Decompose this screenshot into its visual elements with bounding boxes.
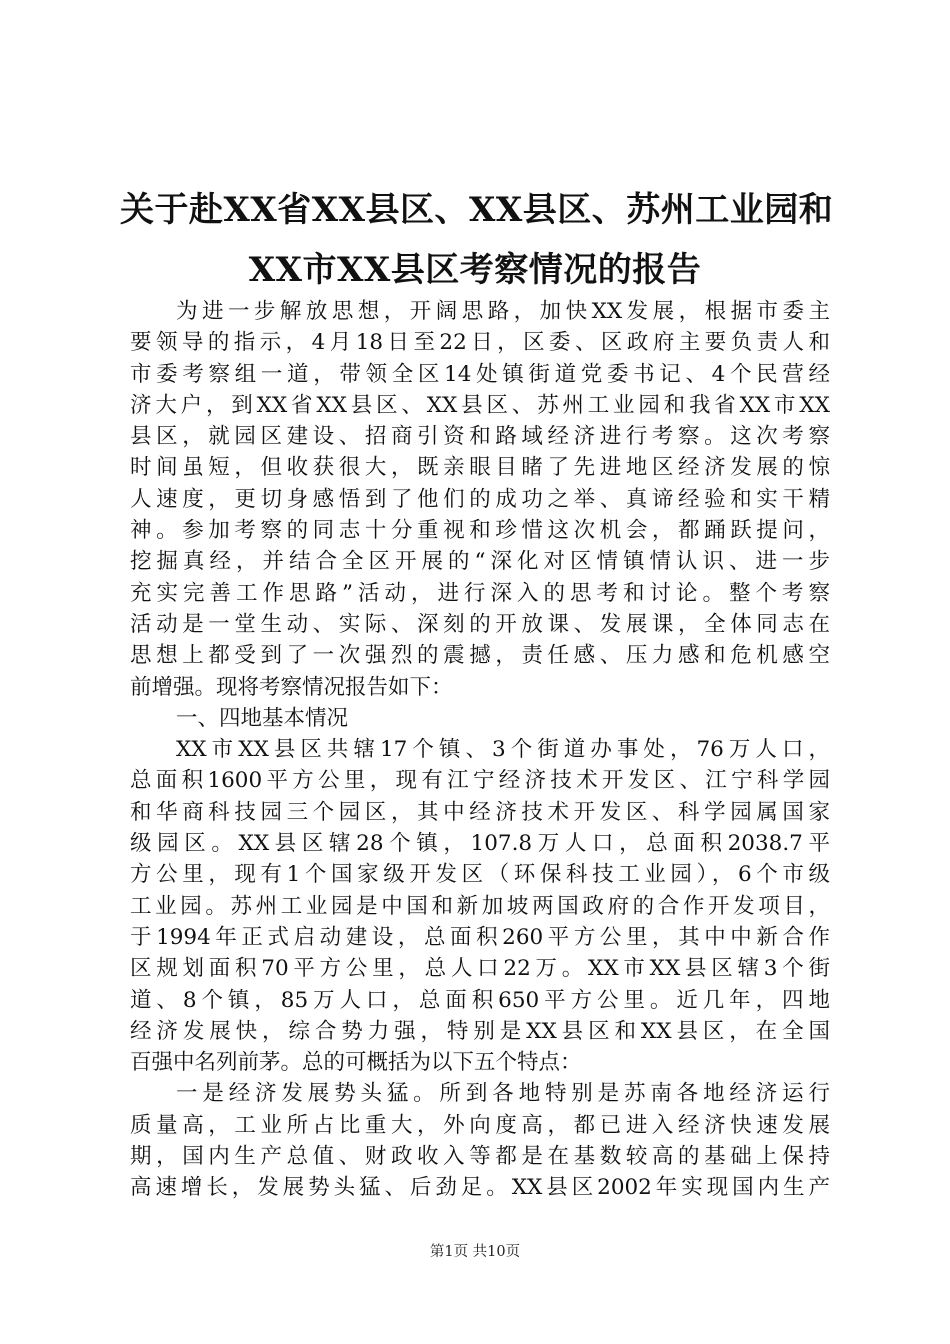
body-line: 质量高，工业所占比重大，外向度高，都已进入经济快速发展 [130, 1112, 830, 1138]
body-line: 济大户，到XX省XX县区、XX县区、苏州工业园和我省XX市XX [130, 392, 830, 418]
body-line: 挖掘真经，并结合全区开展的“深化对区情镇情认识、进一步 [130, 549, 830, 575]
body-line: 活动是一堂生动、实际、深刻的开放课、发展课，全体同志在 [130, 611, 830, 637]
body-line: 道、8个镇，85万人口，总面积650平方公里。近几年，四地 [130, 987, 830, 1013]
body-line: 和华商科技园三个园区，其中经济技术开发区、科学园属国家 [130, 799, 830, 825]
document-title-line-2: XX市XX县区考察情况的报告 [248, 250, 702, 290]
document-body [130, 296, 830, 1204]
body-line: XX市XX县区共辖17个镇、3个街道办事处，76万人口， [176, 737, 830, 763]
body-line: 充实完善工作思路”活动，进行深入的思考和讨论。整个考察 [130, 580, 830, 606]
body-line: 一是经济发展势头猛。所到各地特别是苏南各地经济运行 [176, 1081, 830, 1107]
body-line: 市委考察组一道，带领全区14处镇街道党委书记、4个民营经 [130, 361, 830, 387]
body-line: 县区，就园区建设、招商引资和路域经济进行考察。这次考察 [130, 424, 830, 450]
section-heading: 一、四地基本情况 [176, 705, 349, 731]
body-line: 级园区。XX县区辖28个镇，107.8万人口，总面积2038.7平 [130, 831, 830, 857]
body-line: 区规划面积70平方公里，总人口22万。XX市XX县区辖3个街 [130, 956, 830, 982]
body-line: 思想上都受到了一次强烈的震撼，责任感、压力感和危机感空 [130, 643, 830, 669]
body-line: 时间虽短，但收获很大，既亲眼目睹了先进地区经济发展的惊 [130, 455, 830, 481]
body-line: 为进一步解放思想，开阔思路，加快XX发展，根据市委主 [176, 299, 830, 324]
body-line: 工业园。苏州工业园是中国和新加坡两国政府的合作开发项目， [130, 893, 830, 919]
body-line: 方公里，现有1个国家级开发区（环保科技工业园），6个市级 [130, 862, 830, 888]
body-line: 高速增长，发展势头猛、后劲足。XX县区2002年实现国内生产 [130, 1175, 830, 1201]
body-line: 神。参加考察的同志十分重视和珍惜这次机会，都踊跃提问， [130, 518, 830, 544]
page-footer: 第1页 共10页 [429, 1244, 521, 1260]
body-line: 百强中名列前茅。总的可概括为以下五个特点： [130, 1050, 582, 1076]
body-line: 前增强。现将考察情况报告如下： [130, 674, 453, 700]
body-line: 于1994年正式启动建设，总面积260平方公里，其中中新合作 [130, 924, 830, 950]
document-title-line-1: 关于赴XX省XX县区、XX县区、苏州工业园和 [120, 190, 834, 230]
body-line: 要领导的指示，4月18日至22日，区委、区政府主要负责人和 [130, 330, 830, 356]
body-line: 经济发展快，综合势力强，特别是XX县区和XX县区，在全国 [130, 1018, 830, 1044]
body-line: 期，国内生产总值、财政收入等都是在基数较高的基础上保持 [130, 1144, 830, 1170]
body-line: 人速度，更切身感悟到了他们的成功之举、真谛经验和实干精 [130, 486, 830, 512]
body-line: 总面积1600平方公里，现有江宁经济技术开发区、江宁科学园 [130, 768, 830, 794]
